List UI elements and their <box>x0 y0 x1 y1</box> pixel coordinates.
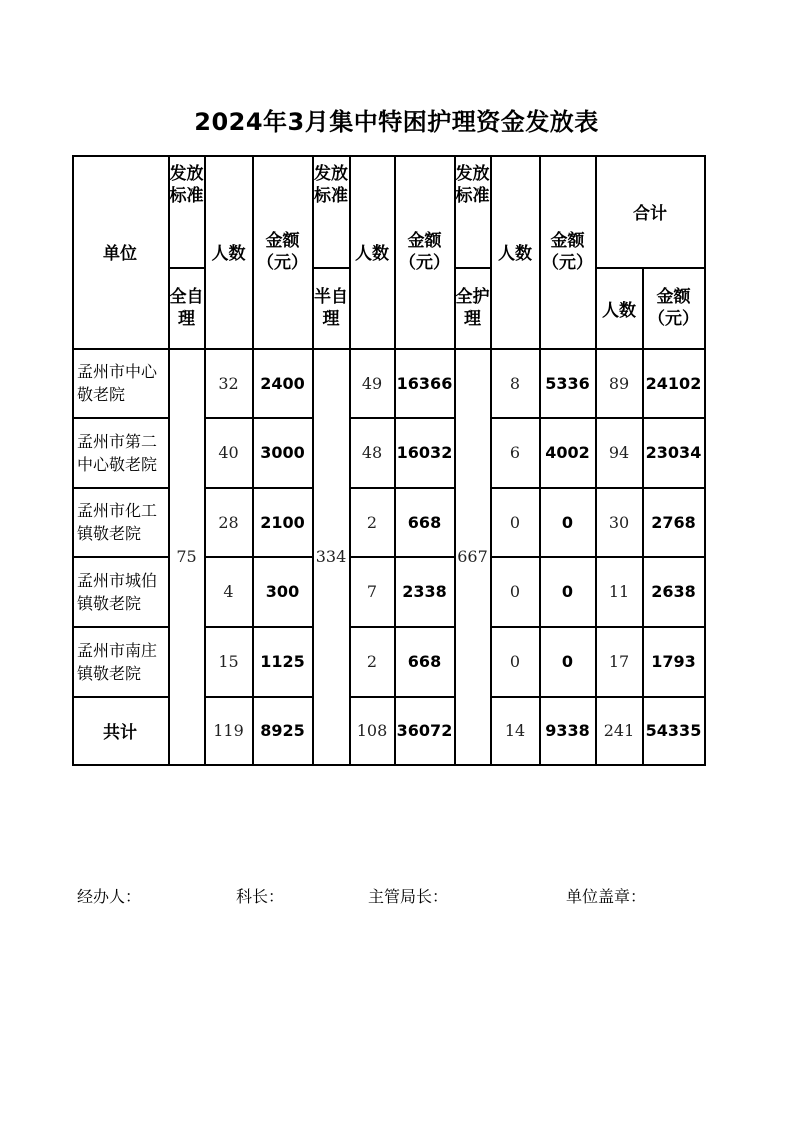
table-row-people-half-self: 49 <box>361 373 383 393</box>
signature-handler: 经办人： <box>77 887 142 906</box>
table-row-amount-full-self: 1125 <box>260 652 305 671</box>
standard-half-self-value: 334 <box>315 547 347 566</box>
totals-label: 共计 <box>103 723 137 743</box>
table-row-people-full-self: 4 <box>223 582 234 601</box>
totals-amount-half-self: 36072 <box>396 721 453 740</box>
table-row-amount-total: 2638 <box>651 582 696 601</box>
table-row-people-full-care: 0 <box>509 512 521 532</box>
table-row-people-full-self: 40 <box>218 443 239 462</box>
table-row-amount-full-care: 0 <box>561 512 574 532</box>
table-row-people-half-self: 48 <box>361 443 383 462</box>
header-people-3: 人数 <box>498 244 532 264</box>
table-row-amount-half-self: 16366 <box>396 373 453 393</box>
table-row-people-half-self: 7 <box>366 582 378 601</box>
header-amount-3: 金额（元） <box>542 230 593 273</box>
table-row-amount-half-self: 668 <box>407 652 442 671</box>
table-row-people-half-self: 2 <box>366 512 378 532</box>
table-row-amount-total: 1793 <box>651 652 696 671</box>
totals-people-full-care: 14 <box>504 721 526 740</box>
header-unit: 单位 <box>103 244 137 264</box>
table-row-amount-full-self: 3000 <box>260 443 305 462</box>
totals-amount-full-self: 8925 <box>260 721 305 740</box>
header-standard-2: 发放标准 <box>314 164 348 206</box>
header-care-full-care: 全护理 <box>455 287 490 329</box>
header-total-people: 人数 <box>602 300 636 321</box>
table-row-unit: 孟州市中心敬老院 <box>77 362 158 404</box>
table-row-people-full-care: 6 <box>509 443 521 462</box>
totals-amount-total: 54335 <box>645 721 702 740</box>
table-row-amount-half-self: 16032 <box>396 443 453 462</box>
table-row-people-full-care: 0 <box>509 582 521 601</box>
header-care-full-self: 全自理 <box>169 287 204 329</box>
standard-full-care-value: 667 <box>457 547 488 566</box>
table-row-amount-full-self: 2100 <box>260 512 305 532</box>
header-total-amount: 金额（元） <box>648 287 699 329</box>
table-row-amount-full-care: 0 <box>561 582 574 601</box>
header-standard-3: 发放标准 <box>455 164 490 206</box>
table-row-amount-half-self: 668 <box>407 512 442 532</box>
table-row-amount-half-self: 2338 <box>402 582 447 601</box>
table-row-people-full-care: 8 <box>509 373 521 393</box>
table-row-amount-full-self: 2400 <box>260 373 305 393</box>
table-row-amount-total: 23034 <box>645 443 702 462</box>
table-row-people-total: 89 <box>608 373 630 393</box>
table-row-people-full-self: 15 <box>218 652 239 671</box>
signature-section-chief: 科长： <box>236 887 285 906</box>
allowance-table <box>72 155 706 766</box>
table-row-people-total: 30 <box>608 512 630 532</box>
table-row-people-half-self: 2 <box>366 652 378 671</box>
header-amount-1: 金额（元） <box>257 230 308 273</box>
header-people-1: 人数 <box>211 244 246 264</box>
table-row-people-full-self: 32 <box>218 373 239 393</box>
table-row-amount-full-care: 4002 <box>545 443 590 462</box>
page-title: 2024年3月集中特困护理资金发放表 <box>194 108 599 136</box>
header-standard-1: 发放标准 <box>169 164 204 206</box>
table-row-unit: 孟州市南庄镇敬老院 <box>77 640 158 683</box>
signature-seal: 单位盖章： <box>566 887 647 906</box>
header-total: 合计 <box>633 203 667 224</box>
signature-director: 主管局长： <box>368 887 449 906</box>
table-row-people-full-self: 28 <box>218 512 239 532</box>
table-row-people-total: 11 <box>608 582 630 601</box>
table-row-unit: 孟州市化工镇敬老院 <box>77 501 158 543</box>
table-row-unit: 孟州市城伯镇敬老院 <box>77 570 158 613</box>
standard-full-self-value: 75 <box>176 547 197 566</box>
header-amount-2: 金额（元） <box>399 230 450 273</box>
totals-people-total: 241 <box>603 721 635 740</box>
header-people-2: 人数 <box>355 244 389 264</box>
table-row-amount-full-self: 300 <box>265 582 300 601</box>
table-row-amount-total: 2768 <box>651 512 696 532</box>
table-row-people-full-care: 0 <box>509 652 521 671</box>
header-care-half-self: 半自理 <box>314 287 348 329</box>
table-row-unit: 孟州市第二中心敬老院 <box>77 431 158 474</box>
totals-amount-full-care: 9338 <box>545 721 590 740</box>
table-row-people-total: 94 <box>608 443 630 462</box>
table-row-people-total: 17 <box>608 652 630 671</box>
totals-people-half-self: 108 <box>356 721 388 740</box>
table-row-amount-total: 24102 <box>645 373 702 393</box>
table-row-amount-full-care: 5336 <box>545 373 590 393</box>
table-row-amount-full-care: 0 <box>561 652 574 671</box>
totals-people-full-self: 119 <box>213 721 244 740</box>
